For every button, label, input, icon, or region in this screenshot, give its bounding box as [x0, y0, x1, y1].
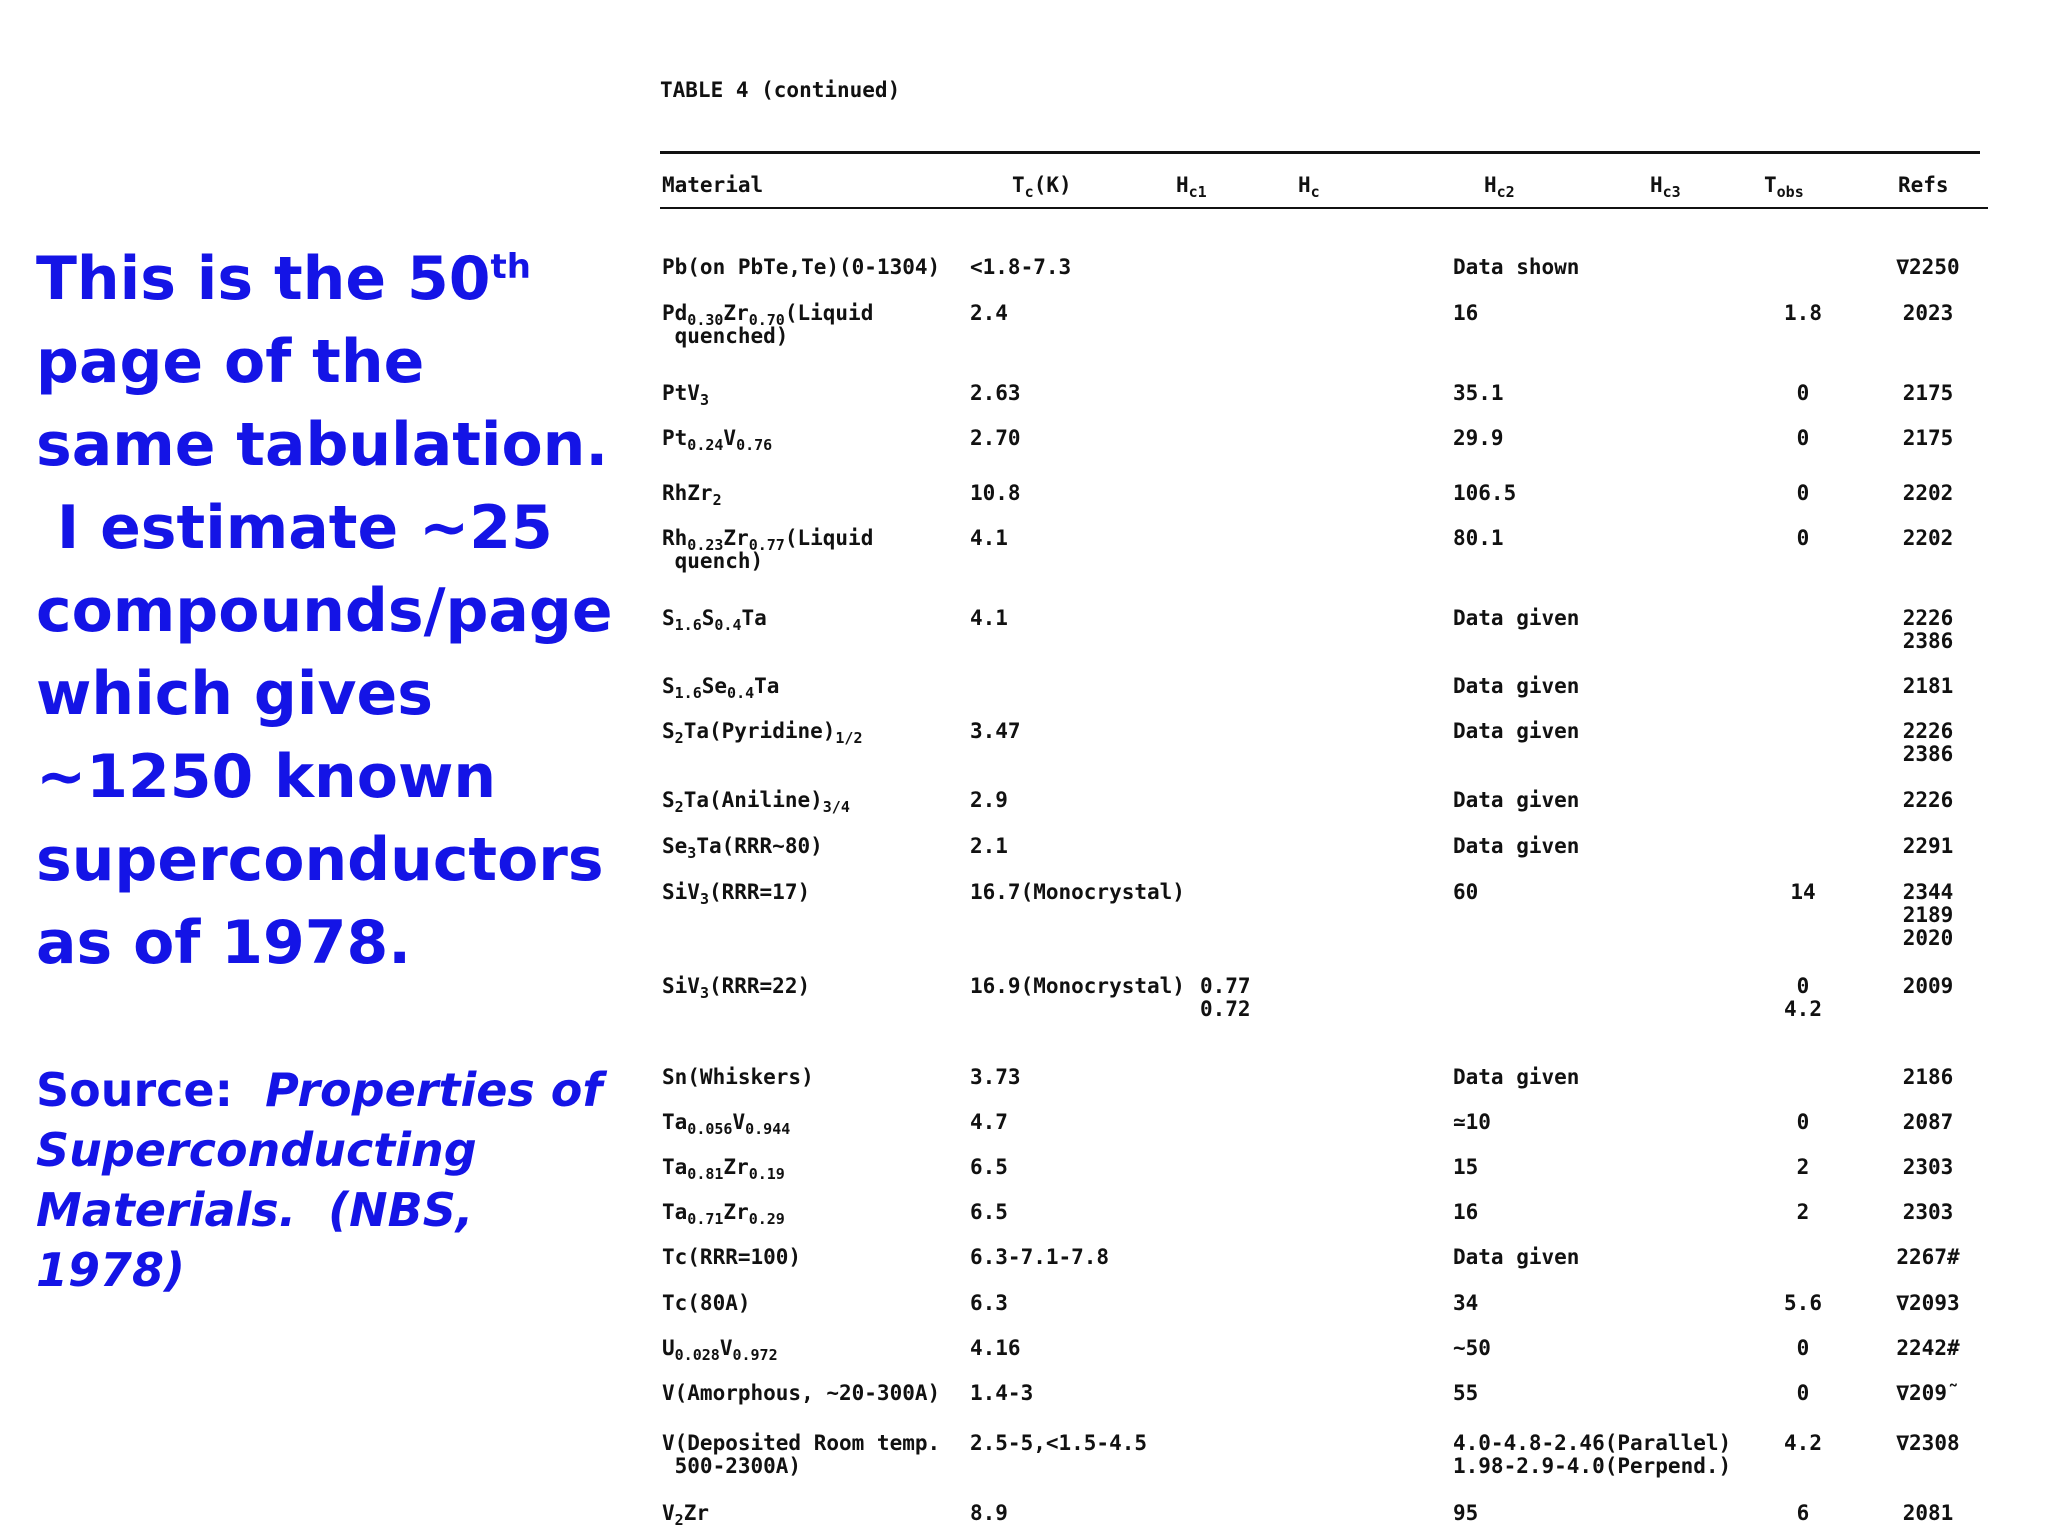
cell-tobs: 6 — [1796, 1501, 1810, 1525]
cell-refs: 2009 — [1902, 974, 1954, 998]
cell-hc2: 29.9 — [1453, 426, 1504, 450]
cell-tc: 6.5 — [970, 1200, 1008, 1224]
cell-hc2: 60 — [1453, 880, 1479, 904]
top-rule — [660, 151, 1980, 154]
cell-material: $Ta_{0.056}V_{0.944}$ — [662, 1110, 791, 1138]
cell-refs: 2267# — [1896, 1245, 1960, 1269]
header-tobs-sub: obs — [1776, 183, 1804, 202]
cell-material: RhZr$_2$ — [662, 481, 722, 509]
cell-material: $S_2Ta(Pyridine)_{1/2}$ — [662, 719, 863, 747]
cell-material: V(Deposited Room temp. 500-2300A) — [662, 1431, 941, 1478]
cell-hc2: ~50 — [1453, 1336, 1491, 1360]
cell-hc2: 15 — [1453, 1155, 1479, 1179]
cell-refs: 2202 — [1902, 481, 1954, 505]
cell-material: $U_{0.028}V_{0.972}$ — [662, 1336, 778, 1364]
commentary-line: ~1250 known — [36, 742, 497, 812]
header-rule — [660, 207, 1988, 209]
header-hc3-sub: c3 — [1662, 183, 1681, 202]
cell-hc2: 35.1 — [1453, 381, 1504, 405]
header-hc3-symbol: H — [1650, 173, 1663, 197]
cell-hc2: Data given — [1453, 834, 1580, 858]
cell-material: PtV$_3$ — [662, 381, 709, 409]
cell-material: $S_{1.6}Se_{0.4}Ta$ — [662, 674, 780, 702]
cell-tc: 8.9 — [970, 1501, 1008, 1525]
cell-refs: ∇2250 — [1896, 255, 1960, 279]
cell-tc: 2.5-5,<1.5-4.5 — [970, 1431, 1148, 1455]
cell-tobs: 0 — [1796, 426, 1810, 450]
cell-tobs: 2 — [1796, 1155, 1810, 1179]
header-hc-symbol: H — [1298, 173, 1311, 197]
cell-material: SiV$_3$(RRR=17) — [662, 880, 811, 908]
cell-hc2: 95 — [1453, 1501, 1479, 1525]
cell-tobs: 14 — [1790, 880, 1816, 904]
cell-tobs: 4.2 — [1784, 1431, 1822, 1455]
cell-hc2: 55 — [1453, 1381, 1479, 1405]
cell-refs: ∇2093 — [1896, 1291, 1960, 1315]
cell-refs: 2181 — [1902, 674, 1954, 698]
header-hc1-sub: c1 — [1188, 183, 1207, 202]
cell-refs: 2344 2189 2020 — [1902, 880, 1954, 950]
cell-tc: 10.8 — [970, 481, 1021, 505]
header-hc-sub: c — [1310, 183, 1320, 202]
cell-tobs: 0 — [1796, 1110, 1810, 1134]
commentary-line: as of 1978. — [36, 908, 412, 978]
cell-hc2: 16 — [1453, 301, 1479, 325]
cell-hc2: Data shown — [1453, 255, 1580, 279]
commentary-line: This is the 50 — [36, 244, 491, 314]
header-tc-unit: (K) — [1033, 173, 1072, 197]
commentary-line: same tabulation. — [36, 410, 609, 480]
cell-hc2: Data given — [1453, 674, 1580, 698]
header-hc2 — [1484, 173, 1515, 201]
cell-tc: 4.1 — [970, 526, 1008, 550]
commentary-line: compounds/page — [36, 576, 613, 646]
cell-material: Tc(80A) — [662, 1291, 751, 1315]
cell-refs: 2186 — [1902, 1065, 1954, 1089]
source-title-line: 1978) — [36, 1243, 186, 1297]
source-citation — [36, 1060, 636, 1300]
commentary-text — [36, 238, 626, 985]
cell-material: $Ta_{0.71}Zr_{0.29}$ — [662, 1200, 785, 1228]
cell-hc2: ≃10 — [1453, 1110, 1491, 1134]
cell-tc: 2.70 — [970, 426, 1021, 450]
cell-tc: 3.47 — [970, 719, 1021, 743]
commentary-block — [36, 238, 626, 985]
commentary-line: page of the — [36, 327, 425, 397]
header-tc-symbol: T — [1012, 173, 1025, 197]
header-hc1 — [1176, 173, 1207, 201]
cell-refs: 2175 — [1902, 381, 1954, 405]
cell-material: $Rh_{0.23}Zr_{0.77}(Liquid$ quench) — [662, 526, 874, 573]
header-hc3 — [1650, 173, 1681, 201]
cell-tc: 4.1 — [970, 606, 1008, 630]
cell-tc: 1.4-3 — [970, 1381, 1034, 1405]
cell-material: $V_2Zr$ — [662, 1501, 709, 1529]
cell-refs: 2202 — [1902, 526, 1954, 550]
cell-refs: 2226 2386 — [1902, 719, 1954, 766]
cell-tc: 2.1 — [970, 834, 1008, 858]
cell-hc2: Data given — [1453, 606, 1580, 630]
cell-hc2: Data given — [1453, 788, 1580, 812]
cell-hc2: Data given — [1453, 719, 1580, 743]
cell-hc2: 34 — [1453, 1291, 1479, 1315]
cell-hc2: 80.1 — [1453, 526, 1504, 550]
cell-tc: 2.9 — [970, 788, 1008, 812]
cell-tc: 4.16 — [970, 1336, 1021, 1360]
cell-tc: 3.73 — [970, 1065, 1021, 1089]
source-label: Source: — [36, 1063, 234, 1117]
ordinal-suffix: th — [490, 247, 531, 287]
cell-hc1: 0.77 0.72 — [1200, 974, 1251, 1021]
cell-tobs: 0 — [1796, 1381, 1810, 1405]
cell-tc: <1.8-7.3 — [970, 255, 1072, 279]
cell-tobs: 1.8 — [1784, 301, 1822, 325]
cell-refs: 2303 — [1902, 1155, 1954, 1179]
cell-tobs: 5.6 — [1784, 1291, 1822, 1315]
header-hc — [1298, 173, 1320, 201]
cell-material: $Pd_{0.30}Zr_{0.70}(Liquid$ quenched) — [662, 301, 874, 348]
source-title-line: Materials. (NBS, — [36, 1183, 474, 1237]
cell-tobs: 0 — [1796, 381, 1810, 405]
cell-tobs: 0 — [1796, 1336, 1810, 1360]
cell-tc: 2.63 — [970, 381, 1021, 405]
source-title-line: Superconducting — [36, 1123, 477, 1177]
commentary-line: I estimate ~25 — [36, 493, 553, 563]
cell-hc2: 16 — [1453, 1200, 1479, 1224]
cell-tc: 16.9(Monocrystal) — [970, 974, 1185, 998]
cell-hc2: 4.0-4.8-2.46(Parallel) 1.98-2.9-4.0(Perpend.) — [1453, 1431, 1732, 1478]
cell-tc: 16.7(Monocrystal) — [970, 880, 1185, 904]
cell-material: $Pt_{0.24}V_{0.76}$ — [662, 426, 773, 454]
cell-refs: 2226 — [1902, 788, 1954, 812]
cell-tc: 6.5 — [970, 1155, 1008, 1179]
cell-tc: 6.3-7.1-7.8 — [970, 1245, 1110, 1269]
cell-refs: ∇209˜ — [1896, 1381, 1960, 1405]
cell-material: $S_{1.6}S_{0.4}Ta$ — [662, 606, 767, 634]
cell-material: $S_2Ta(Aniline)_{3/4}$ — [662, 788, 850, 816]
cell-tc: 4.7 — [970, 1110, 1008, 1134]
cell-material: $Se_3Ta(RRR\sim 80)$ — [662, 834, 823, 862]
cell-tobs: 0 4.2 — [1784, 974, 1822, 1021]
cell-hc2: 106.5 — [1453, 481, 1517, 505]
cell-material: Pb(on PbTe,Te)(0-1304) — [662, 255, 941, 279]
cell-refs: 2087 — [1902, 1110, 1954, 1134]
cell-hc2: Data given — [1453, 1065, 1580, 1089]
header-hc1-symbol: H — [1176, 173, 1189, 197]
header-hc2-sub: c2 — [1496, 183, 1515, 202]
cell-refs: 2081 — [1902, 1501, 1954, 1525]
cell-material: $Ta_{0.81}Zr_{0.19}$ — [662, 1155, 785, 1183]
source-title-line: Properties of — [265, 1063, 603, 1117]
cell-refs: 2303 — [1902, 1200, 1954, 1224]
header-tobs-symbol: T — [1764, 173, 1777, 197]
header-hc2-symbol: H — [1484, 173, 1497, 197]
header-tc-sub: c — [1024, 183, 1034, 202]
cell-hc2: Data given — [1453, 1245, 1580, 1269]
commentary-line: which gives — [36, 659, 433, 729]
cell-material: Tc(RRR=100) — [662, 1245, 802, 1269]
cell-refs: ∇2308 — [1896, 1431, 1960, 1455]
cell-material: SiV$_3$(RRR=22) — [662, 974, 811, 1002]
cell-refs: 2242# — [1896, 1336, 1960, 1360]
cell-refs: 2175 — [1902, 426, 1954, 450]
header-refs: Refs — [1898, 173, 1949, 197]
cell-tobs: 0 — [1796, 481, 1810, 505]
cell-refs: 2226 2386 — [1902, 606, 1954, 653]
cell-material: V(Amorphous, ~20-300A) — [662, 1381, 941, 1405]
table-caption: TABLE 4 (continued) — [660, 78, 901, 102]
cell-tc: 2.4 — [970, 301, 1008, 325]
header-material: Material — [662, 173, 764, 197]
header-tc — [1012, 173, 1072, 201]
cell-material: Sn(Whiskers) — [662, 1065, 814, 1089]
cell-tobs: 2 — [1796, 1200, 1810, 1224]
commentary-line: superconductors — [36, 825, 604, 895]
cell-tc: 6.3 — [970, 1291, 1008, 1315]
cell-refs: 2291 — [1902, 834, 1954, 858]
header-tobs — [1764, 173, 1804, 201]
cell-tobs: 0 — [1796, 526, 1810, 550]
cell-refs: 2023 — [1902, 301, 1954, 325]
